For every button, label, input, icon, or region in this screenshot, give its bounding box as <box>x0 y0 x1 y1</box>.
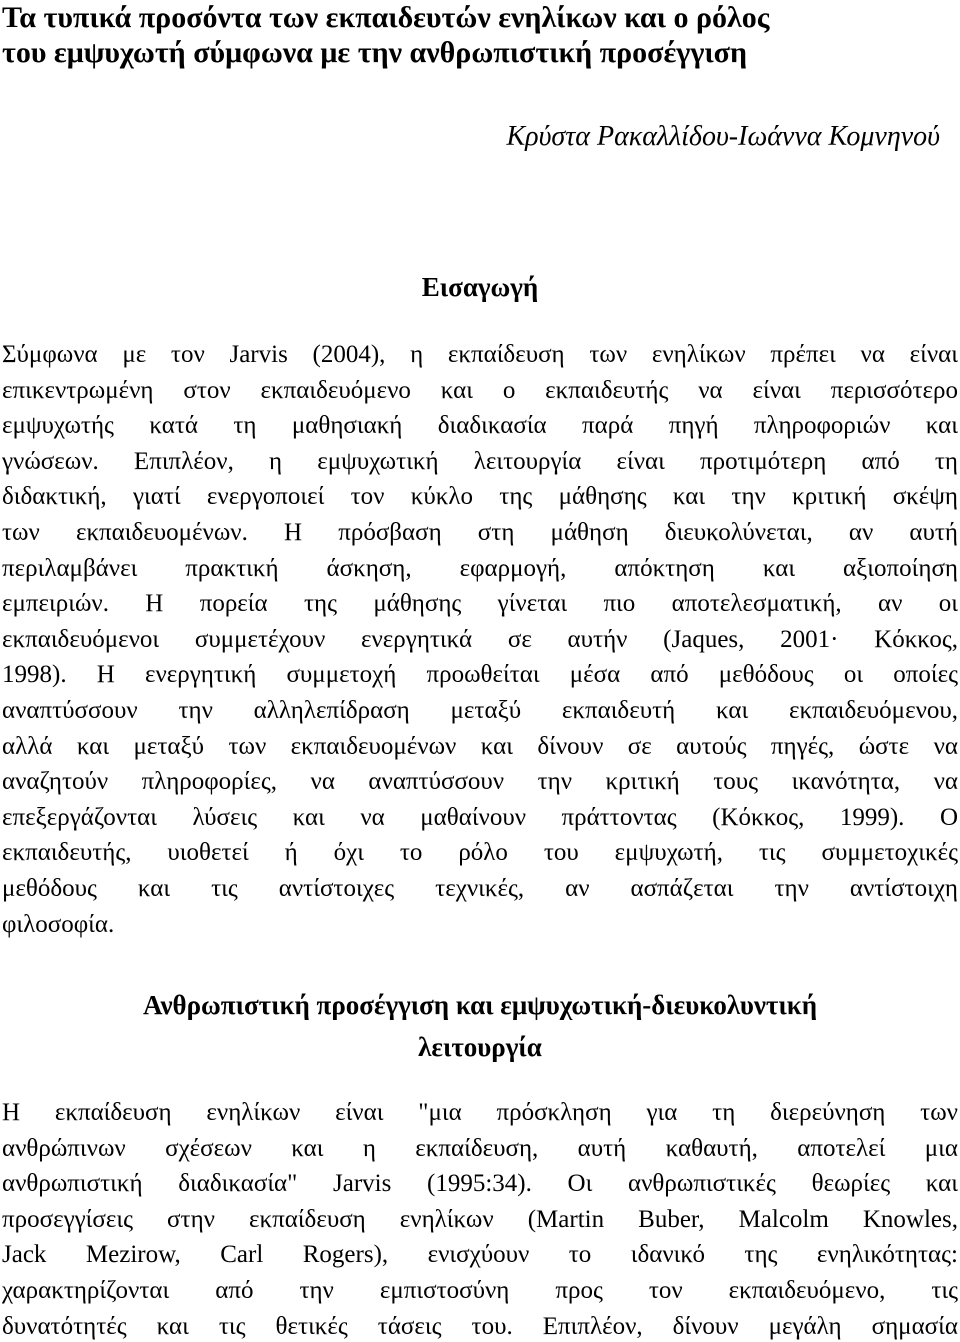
paragraph-line: Σύμφωνα με τον Jarvis (2004), η εκπαίδευση των ενηλίκων πρέπει να είναι <box>2 341 958 368</box>
paragraph-line: αλλά και μεταξύ των εκπαιδευομένων και δίνουν σε αυτούς πηγές, ώστε να <box>2 732 958 760</box>
paragraph-line: αναπτύσσουν την αλληλεπίδραση μεταξύ εκπαιδευτή και εκπαιδευόμενου, <box>2 696 958 724</box>
humanistic-approach-paragraph <box>2 1095 958 1342</box>
paragraph-line: των εκπαιδευομένων. Η πρόσβαση στη μάθηση διευκολύνεται, αν αυτή <box>2 518 958 546</box>
paragraph-line: δυνατότητές και τις θετικές τάσεις του. Επιπλέον, δίνουν μεγάλη σημασία <box>2 1312 958 1340</box>
paragraph-line: εμπειριών. Η πορεία της μάθησης γίνεται πιο αποτελεσματική, αν οι <box>2 590 958 618</box>
paragraph-line: 1998). Η ενεργητική συμμετοχή προωθείται μέσα από μεθόδους οι οποίες <box>2 661 958 689</box>
paragraph-line: περιλαμβάνει πρακτική άσκηση, εφαρμογή, απόκτηση και αξιοποίηση <box>2 554 958 582</box>
paragraph-line: ανθρώπινων σχέσεων και η εκπαίδευση, αυτή καθαυτή, αποτελεί μια <box>2 1134 958 1162</box>
heading-line: Εισαγωγή <box>421 272 539 302</box>
paragraph-line: Η εκπαίδευση ενηλίκων είναι "μια πρόσκληση για τη διερεύνηση των <box>2 1099 958 1126</box>
paragraph-line: ανθρωπιστική διαδικασία" Jarvis (1995:34). Οι ανθρωπιστικές θεωρίες και <box>2 1170 958 1198</box>
title-line: Τα τυπικά προσόντα των εκπαιδευτών ενηλίκων και ο ρόλος <box>2 1 770 34</box>
heading-line: λειτουργία <box>418 1032 542 1062</box>
paragraph-line: επικεντρωμένη στον εκπαιδευόμενο και ο εκπαιδευτής να είναι περισσότερο <box>2 376 958 404</box>
paragraph-line: προσεγγίσεις στην εκπαίδευση ενηλίκων (Martin Buber, Malcolm Knowles, <box>2 1205 958 1233</box>
authors-byline: Κρύστα Ρακαλλίδου-Ιωάννα Κομνηνού <box>506 121 940 152</box>
introduction-paragraph <box>2 337 958 942</box>
document-title <box>2 0 958 70</box>
section-heading-humanistic-approach <box>0 984 960 1068</box>
paragraph-line: γνώσεων. Επιπλέον, η εμψυχωτική λειτουργία είναι προτιμότερη από τη <box>2 447 958 475</box>
paragraph-line: επεξεργάζονται λύσεις και να μαθαίνουν πράττοντας (Κόκκος, 1999). Ο <box>2 803 958 831</box>
section-heading-introduction <box>0 269 960 305</box>
paragraph-line: φιλοσοφία. <box>2 910 115 938</box>
paragraph-line: αναζητούν πληροφορίες, να αναπτύσσουν την κριτική τους ικανότητα, να <box>2 768 958 796</box>
paragraph-line: εκπαιδευτής, υιοθετεί ή όχι το ρόλο του εμψυχωτή, τις συμμετοχικές <box>2 839 958 867</box>
paragraph-line: χαρακτηρίζονται από την εμπιστοσύνη προς τον εκπαιδευόμενο, τις <box>2 1276 958 1304</box>
paragraph-line: διδακτική, γιατί ενεργοποιεί τον κύκλο της μάθησης και την κριτική σκέψη <box>2 483 958 511</box>
paragraph-line: εμψυχωτής κατά τη μαθησιακή διαδικασία παρά πηγή πληροφοριών και <box>2 412 958 440</box>
paragraph-line: μεθόδους και τις αντίστοιχες τεχνικές, αν ασπάζεται την αντίστοιχη <box>2 874 958 902</box>
paragraph-line: Jack Mezirow, Carl Rogers), ενισχύουν το ιδανικό της ενηλικότητας: <box>2 1241 958 1269</box>
heading-line: Ανθρωπιστική προσέγγιση και εμψυχωτική-διευκολυντική <box>142 990 818 1020</box>
title-line: του εμψυχωτή σύμφωνα με την ανθρωπιστική προσέγγιση <box>2 36 748 69</box>
paragraph-line: εκπαιδευόμενοι συμμετέχουν ενεργητικά σε αυτήν (Jaques, 2001· Κόκκος, <box>2 625 958 653</box>
